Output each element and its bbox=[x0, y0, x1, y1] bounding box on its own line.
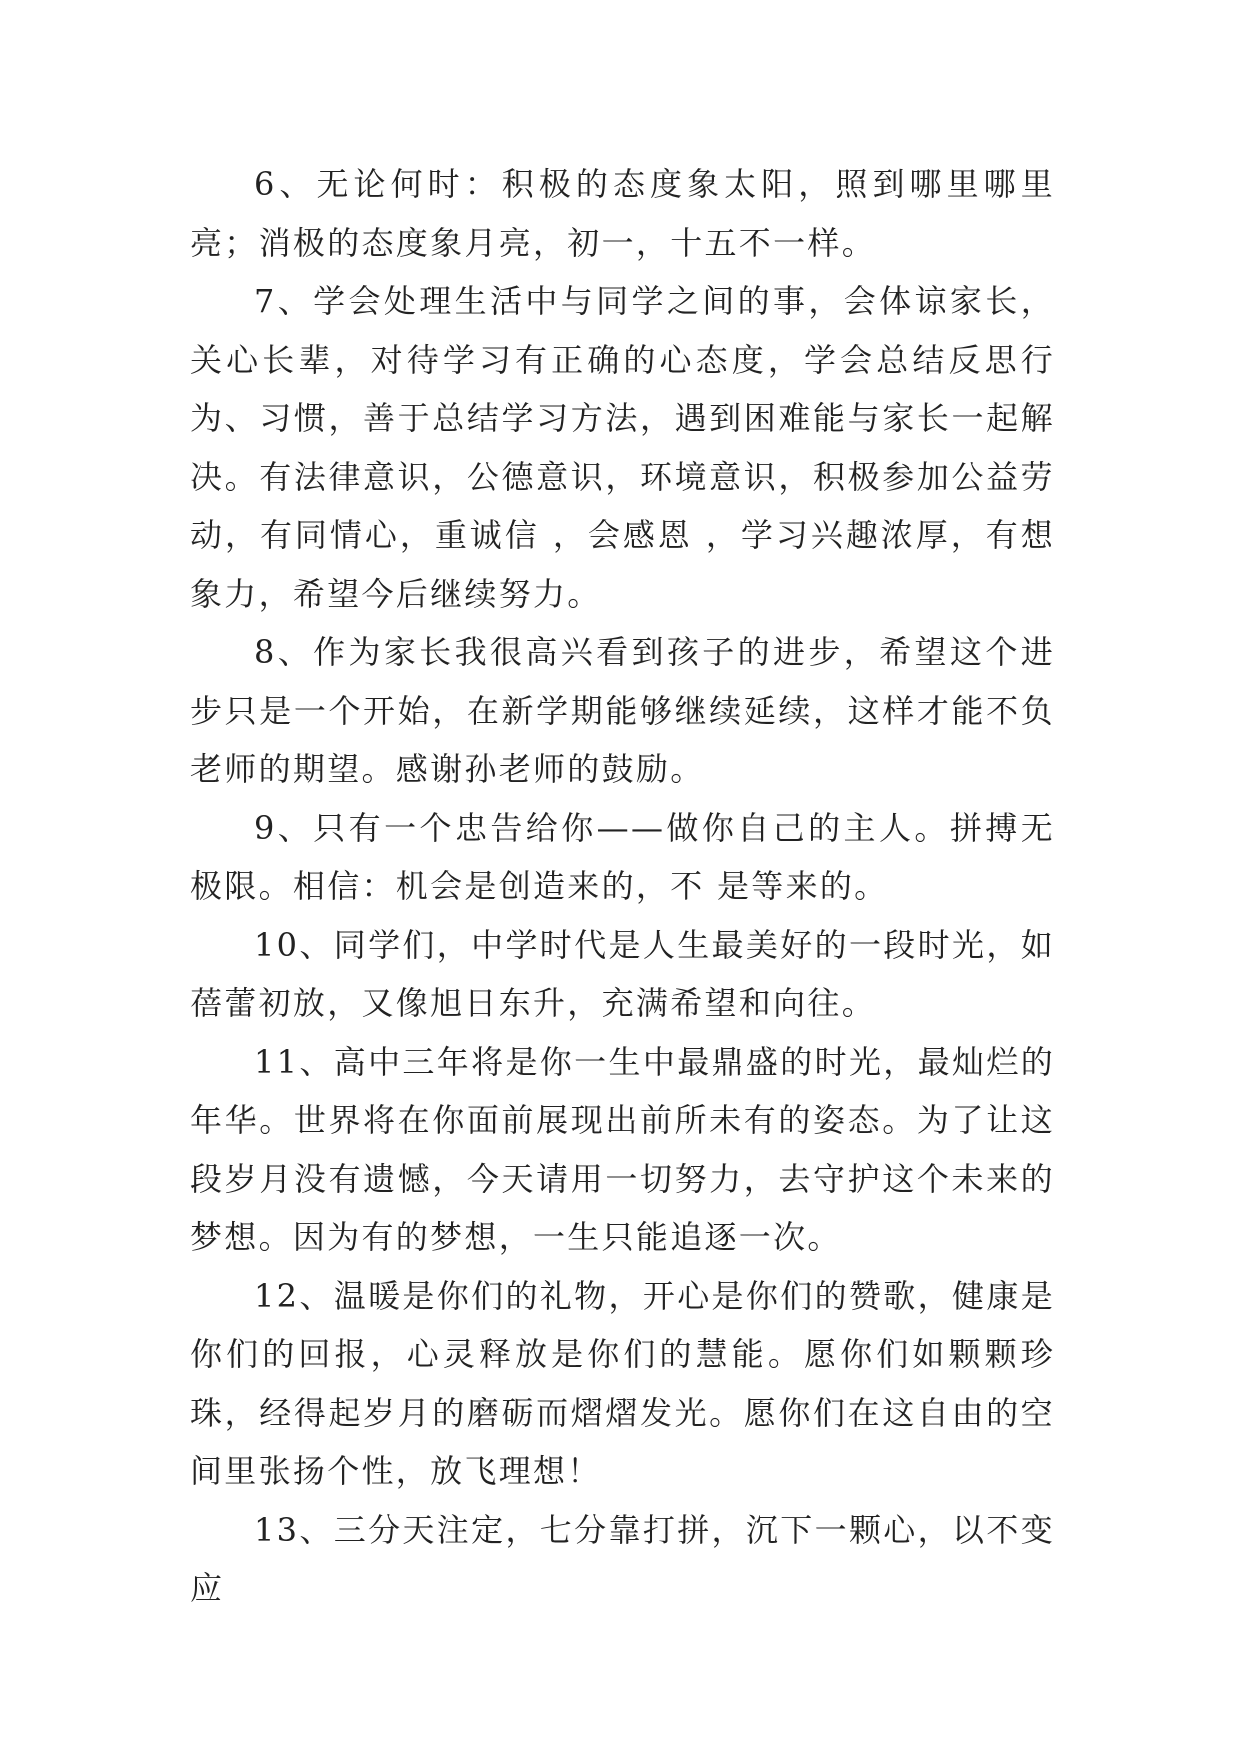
paragraph-7: 7、学会处理生活中与同学之间的事，会体谅家长，关心长辈，对待学习有正确的心态度，学会总结反思行为、习惯，善于总结学习方法，遇到困难能与家长一起解决。有法律意识，公德意识，环境意识，积极参加公益劳动，有同情心，重诚信 ，会感恩 ，学习兴趣浓厚，有想象力，希望今后继续努力。 bbox=[190, 282, 1055, 613]
document-body bbox=[190, 155, 1055, 1618]
paragraph-10: 10、同学们，中学时代是人生最美好的一段时光，如蓓蕾初放，又像旭日东升，充满希望和向往。 bbox=[190, 925, 1055, 1022]
paragraph-11: 11、高中三年将是你一生中最鼎盛的时光，最灿烂的年华。世界将在你面前展现出前所未有的姿态。为了让这段岁月没有遗憾，今天请用一切努力，去守护这个未来的梦想。因为有的梦想，一生只能追逐一次。 bbox=[190, 1042, 1055, 1256]
paragraph-13: 13、三分天注定，七分靠打拼，沉下一颗心，以不变应 bbox=[190, 1510, 1055, 1607]
paragraph-8: 8、作为家长我很高兴看到孩子的进步，希望这个进步只是一个开始，在新学期能够继续延续，这样才能不负老师的期望。感谢孙老师的鼓励。 bbox=[190, 633, 1055, 788]
paragraph-9: 9、只有一个忠告给你——做你自己的主人。拼搏无极限。相信：机会是创造来的，不 是等来的。 bbox=[190, 808, 1055, 905]
paragraph-6: 6、无论何时：积极的态度象太阳，照到哪里哪里亮；消极的态度象月亮，初一，十五不一样。 bbox=[190, 165, 1055, 262]
paragraph-12: 12、温暖是你们的礼物，开心是你们的赞歌，健康是你们的回报，心灵释放是你们的慧能。愿你们如颗颗珍珠，经得起岁月的磨砺而熠熠发光。愿你们在这自由的空间里张扬个性，放飞理想！ bbox=[190, 1276, 1055, 1490]
